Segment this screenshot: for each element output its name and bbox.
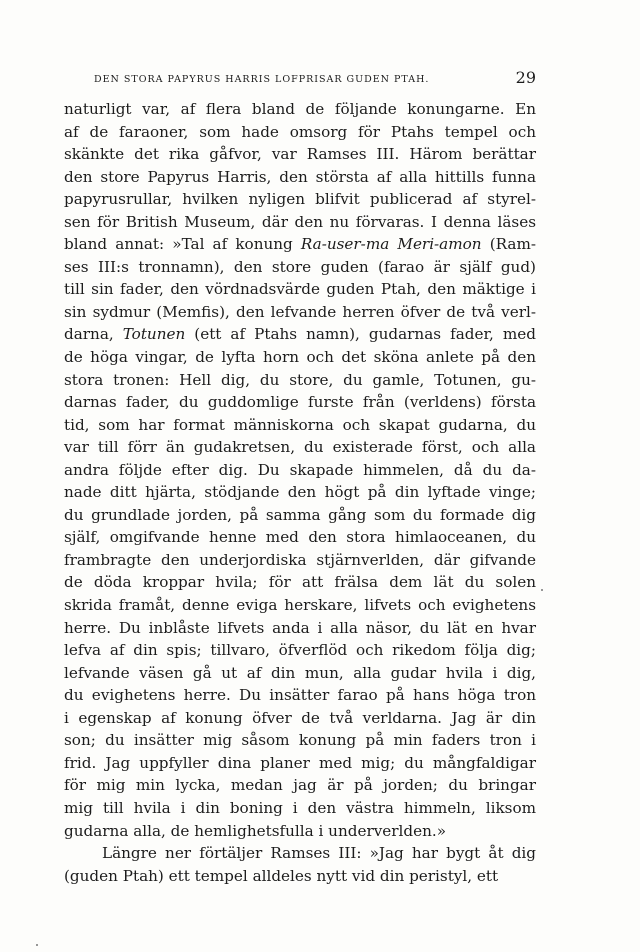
text-line	[64, 346, 536, 369]
text-run: sen för British Museum, där den nu förvaras. I denna läses	[64, 212, 536, 231]
text-run: naturligt var, af flera bland de följande konungarne. En	[64, 100, 536, 118]
text-run: var till förr än gudakretsen, du existerade först, och alla	[64, 438, 536, 457]
text-run: darna,	[64, 325, 123, 344]
text-line	[64, 526, 536, 549]
text-run: andra följde efter dig. Du skapade himmelen, då du da-	[64, 460, 536, 479]
text-line	[64, 323, 536, 346]
text-line	[64, 820, 536, 843]
text-run: Längre ner förtäljer Ramses III: »Jag har bygt åt dig	[102, 844, 536, 863]
text-line	[64, 504, 536, 527]
text-line	[64, 436, 536, 459]
text-line	[64, 211, 536, 234]
text-run: gudarna alla, de hemlighetsfulla i underverlden.»	[64, 821, 447, 840]
text-line	[64, 369, 536, 392]
text-line	[64, 256, 536, 279]
text-run: nade ditt hjärta, stödjande den högt på din lyftade vinge;	[64, 483, 536, 502]
text-line	[64, 391, 536, 414]
text-line	[64, 797, 536, 820]
text-run: du grundlade jorden, på samma gång som du formade dig	[64, 505, 536, 524]
text-line	[64, 233, 536, 256]
text-run: för mig min lycka, medan jag är på jorden; du bringar	[64, 776, 536, 795]
text-line	[64, 459, 536, 482]
text-line	[64, 662, 536, 685]
text-run: de höga vingar, de lyfta horn och det sköna anlete på den	[64, 348, 536, 367]
text-line	[64, 752, 536, 775]
text-line	[64, 842, 536, 865]
text-line	[64, 865, 536, 888]
text-run: ses III:s tronnamn), den store guden (farao är själf gud)	[64, 257, 536, 276]
text-line	[64, 301, 536, 324]
text-line	[64, 166, 536, 189]
text-run: skrida framåt, denne eviga herskare, lifvets och evighetens	[64, 596, 536, 615]
text-run: själf, omgifvande henne med den stora himlaoceanen, du	[64, 528, 536, 547]
text-run: till sin fader, den vördnadsvärde guden Ptah, den mäktige i	[64, 280, 536, 299]
text-line	[64, 414, 536, 437]
text-run: de döda kroppar hvila; för att frälsa dem lät du solen	[64, 573, 536, 592]
text-line	[64, 549, 536, 572]
text-run: tid, som har format människorna och skapat gudarna, du	[64, 415, 536, 434]
text-line	[64, 707, 536, 730]
text-run: mig till hvila i din boning i den västra himmeln, liksom	[64, 798, 536, 817]
text-run: du evighetens herre. Du insätter farao på hans höga tron	[64, 686, 536, 705]
text-line	[64, 278, 536, 301]
italic-text-run: Ra-user-ma Meri-amon	[300, 235, 482, 254]
text-line	[64, 571, 536, 594]
text-line	[64, 121, 536, 144]
text-run: papyrusrullar, hvilken nyligen blifvit publicerad af styrel-	[64, 190, 536, 209]
text-run: af de faraoner, som hade omsorg för Ptahs tempel och	[64, 122, 536, 141]
page-number: 29	[515, 68, 536, 87]
text-line	[64, 617, 536, 640]
text-line	[64, 481, 536, 504]
body-text	[64, 98, 536, 887]
text-run: den store Papyrus Harris, den största af alla hittills funna	[64, 167, 536, 186]
text-run: stora tronen: Hell dig, du store, du gamle, Totunen, gu-	[64, 370, 536, 389]
text-line	[64, 774, 536, 797]
text-run: lefva af din spis; tillvaro, öfverflöd och rikedom följa dig;	[64, 641, 536, 660]
text-run: darnas fader, du guddomlige furste från (verldens) första	[64, 393, 536, 412]
text-run: frambragte den underjordiska stjärnverlden, där gifvande	[64, 550, 536, 569]
book-page	[64, 70, 536, 887]
text-line	[64, 729, 536, 752]
text-line	[64, 684, 536, 707]
running-head: DEN STORA PAPYRUS HARRIS LOFPRISAR GUDEN PTAH.	[94, 74, 430, 85]
page-header	[64, 70, 536, 94]
text-run: (ett af Ptahs namn), gudarnas fader, med	[185, 325, 537, 344]
italic-text-run: Totunen	[122, 325, 186, 344]
text-line	[64, 639, 536, 662]
text-run: (guden Ptah) ett tempel alldeles nytt vid din peristyl, ett	[64, 866, 499, 885]
text-run: sin sydmur (Memfis), den lefvande herren öfver de två verl-	[64, 302, 536, 321]
text-run: (Ram-	[481, 235, 536, 254]
text-run: lefvande väsen gå ut af din mun, alla gudar hvila i dig,	[64, 663, 536, 682]
text-run: skänkte det rika gåfvor, var Ramses III. Härom berättar	[64, 145, 536, 164]
text-line	[64, 188, 536, 211]
paper-speck	[541, 589, 543, 591]
text-run: son; du insätter mig såsom konung på min faders tron i	[64, 731, 536, 750]
text-line	[64, 98, 536, 121]
text-run: bland annat: »Tal af konung	[64, 235, 301, 254]
text-run: frid. Jag uppfyller dina planer med mig; du mångfaldigar	[64, 753, 536, 772]
text-run: herre. Du inblåste lifvets anda i alla näsor, du lät en hvar	[64, 618, 536, 637]
text-line	[64, 143, 536, 166]
text-line	[64, 594, 536, 617]
text-run: i egenskap af konung öfver de två verldarna. Jag är din	[64, 708, 536, 727]
paper-speck	[36, 944, 38, 946]
